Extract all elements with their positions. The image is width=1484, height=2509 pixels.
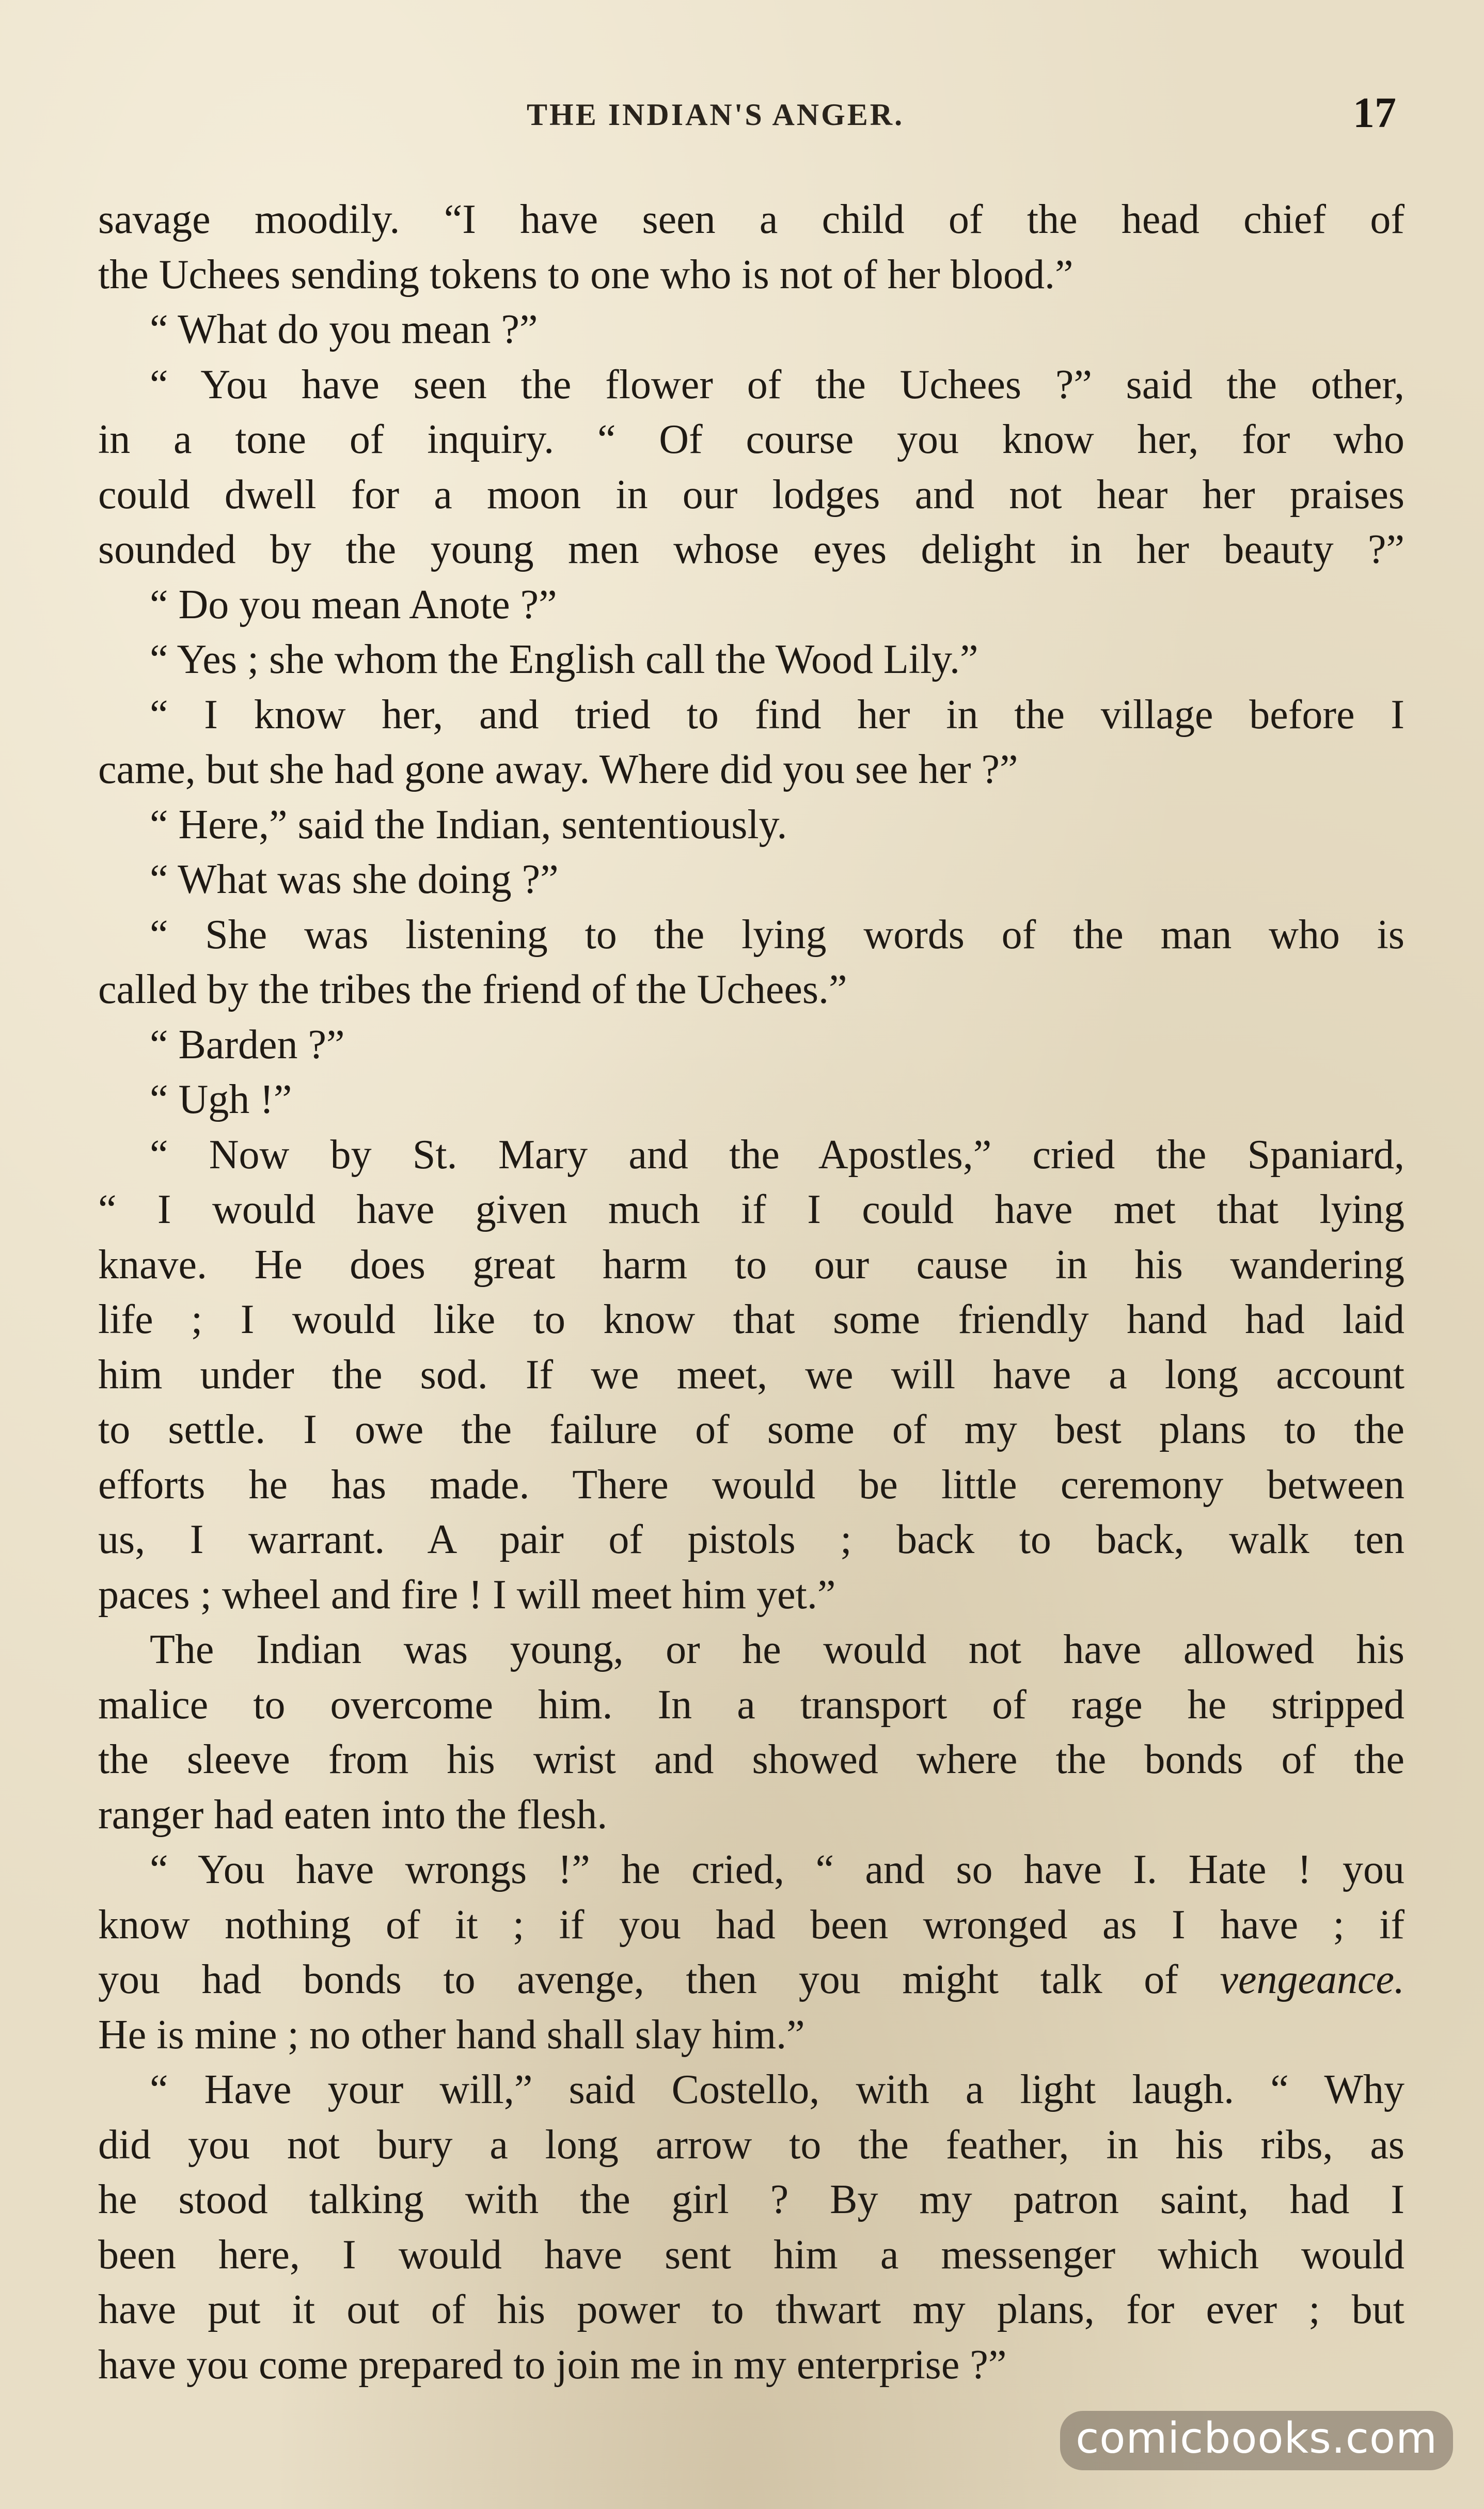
text-line (98, 2338, 1404, 2393)
text-line (98, 852, 1404, 907)
text-line (98, 467, 1404, 523)
text-line-content: “ Have your will,” said Costello, with a light laugh. “ Why (150, 2067, 1404, 2112)
text-line (98, 1292, 1404, 1347)
running-head (98, 88, 1407, 150)
text-line (98, 687, 1404, 743)
text-line-content: “ Yes ; she whom the English call the Wood Lily.” (150, 637, 978, 682)
text-line (98, 1017, 1404, 1073)
text-line-content: “ You have seen the flower of the Uchees ?” said the other, (150, 362, 1404, 407)
text-line (98, 1622, 1404, 1677)
text-line (98, 1898, 1404, 1953)
text-line (98, 2008, 1404, 2063)
text-line-content: the Uchees sending tokens to one who is not of her blood.” (98, 252, 1073, 297)
text-line (98, 1952, 1404, 2008)
text-line (98, 1512, 1404, 1567)
text-line-content: knave. He does great harm to our cause in his wandering (98, 1242, 1404, 1288)
text-line (98, 1842, 1404, 1898)
text-line (98, 2172, 1404, 2228)
body-text (98, 192, 1404, 2392)
text-line (98, 1127, 1404, 1183)
text-line-content: efforts he has made. There would be little ceremony between (98, 1462, 1404, 1508)
text-line-content: ranger had eaten into the flesh. (98, 1792, 608, 1838)
text-line-content: have you come prepared to join me in my enterprise ?” (98, 2342, 1007, 2388)
text-line-content: know nothing of it ; if you had been wronged as I have ; if (98, 1902, 1404, 1948)
text-line (98, 1677, 1404, 1733)
text-line (98, 192, 1404, 247)
text-line-content: He is mine ; no other hand shall slay him.” (98, 2012, 805, 2058)
text-line-content: could dwell for a moon in our lodges and not hear her praises (98, 472, 1404, 518)
text-line-content: “ She was listening to the lying words of the man who is (150, 912, 1404, 958)
text-line-content: in a tone of inquiry. “ Of course you know her, for who (98, 417, 1404, 462)
text-line-content: “ What do you mean ?” (150, 307, 538, 352)
text-line (98, 247, 1404, 303)
text-line-content: “ I know her, and tried to find her in the village before I (150, 692, 1404, 738)
text-line-content: did you not bury a long arrow to the feather, in his ribs, as (98, 2122, 1404, 2168)
text-line (98, 2118, 1404, 2173)
text-line-content: “ Here,” said the Indian, sententiously. (150, 802, 787, 848)
text-line (98, 1402, 1404, 1457)
text-line (98, 1072, 1404, 1127)
text-line-content: been here, I would have sent him a messenger which would (98, 2232, 1404, 2278)
text-line-content: sounded by the young men whose eyes delight in her beauty ?” (98, 527, 1404, 572)
text-line (98, 577, 1404, 633)
text-line-content: The Indian was young, or he would not have allowed his (150, 1627, 1404, 1672)
text-line (98, 2228, 1404, 2283)
text-line-content: you had bonds to avenge, then you might talk of (98, 1957, 1178, 2002)
text-line-content: him under the sod. If we meet, we will have a long account (98, 1352, 1404, 1398)
text-line-content: “ You have wrongs !” he cried, “ and so have I. Hate ! you (150, 1847, 1404, 1892)
text-line-content: came, but she had gone away. Where did you see her ?” (98, 747, 1018, 792)
text-line (98, 2062, 1404, 2118)
text-line-content: to settle. I owe the failure of some of my best plans to the (98, 1407, 1404, 1452)
text-line-content: have put it out of his power to thwart my plans, for ever ; but (98, 2287, 1404, 2332)
text-line-content: “ I would have given much if I could have met that lying (98, 1187, 1404, 1232)
watermark: comicbooks.com (1060, 2411, 1453, 2470)
text-line-content: the sleeve from his wrist and showed where the bonds of the (98, 1737, 1404, 1782)
text-line (98, 742, 1404, 797)
text-line (98, 632, 1404, 687)
text-line (98, 907, 1404, 963)
text-line-content: called by the tribes the friend of the Uchees.” (98, 967, 847, 1012)
text-line-content: “ What was she doing ?” (150, 857, 559, 902)
italic-word: vengeance. (1220, 1957, 1404, 2002)
text-line-content: “ Ugh !” (150, 1077, 292, 1122)
text-line-content: he stood talking with the girl ? By my patron saint, had I (98, 2177, 1404, 2222)
text-line-content: us, I warrant. A pair of pistols ; back to back, walk ten (98, 1517, 1404, 1562)
text-line (98, 1182, 1404, 1237)
text-line (98, 1567, 1404, 1623)
text-line (98, 1787, 1404, 1843)
text-line (98, 1457, 1404, 1513)
text-line-content: life ; I would like to know that some friendly hand had laid (98, 1297, 1404, 1342)
text-line-content: “ Now by St. Mary and the Apostles,” cried the Spaniard, (150, 1132, 1404, 1178)
text-line-content: savage moodily. “I have seen a child of the head chief of (98, 197, 1404, 242)
text-line-content: “ Barden ?” (150, 1022, 345, 1068)
text-line (98, 412, 1404, 467)
text-line (98, 302, 1404, 357)
text-line (98, 962, 1404, 1017)
running-title: THE INDIAN'S ANGER. (527, 98, 905, 132)
text-line (98, 1237, 1404, 1293)
text-line (98, 1732, 1404, 1787)
text-line (98, 2282, 1404, 2338)
text-line-content: malice to overcome him. In a transport of rage he stripped (98, 1682, 1404, 1728)
text-line-content: “ Do you mean Anote ?” (150, 582, 557, 628)
text-line-content: paces ; wheel and fire ! I will meet him yet.” (98, 1572, 836, 1618)
text-line (98, 1347, 1404, 1403)
text-line (98, 522, 1404, 577)
text-line (98, 797, 1404, 853)
text-line (98, 357, 1404, 413)
page-number: 17 (1353, 89, 1396, 137)
